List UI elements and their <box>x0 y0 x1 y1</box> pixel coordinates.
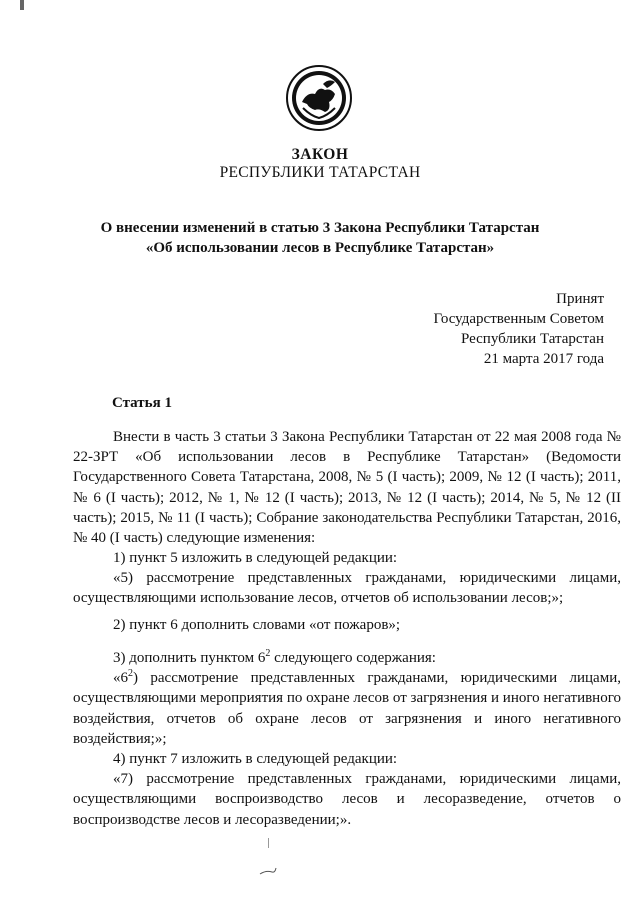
item-2 <box>73 615 621 635</box>
item-3-text-pre: «6 <box>113 670 128 687</box>
coat-of-arms-emblem-icon <box>285 64 353 132</box>
subject-line-2: «Об использовании лесов в Республике Татарстан» <box>145 240 495 256</box>
item-1 <box>73 548 621 609</box>
item-3-heading-pre: 3) дополнить пунктом 6 <box>113 650 266 666</box>
item-3-heading-post: следующего содержания: <box>270 650 436 666</box>
article-intro <box>73 427 621 548</box>
scan-corner-speck <box>20 0 24 10</box>
article-heading: Статья 1 <box>112 395 172 411</box>
adopted-date: 21 марта 2017 года <box>483 351 604 367</box>
scan-mark-icon <box>258 862 278 878</box>
item-1-text: «5) рассмотрение представленных гражданами, юридическими лицами, осуществляющими использование лесов, отчетов об использовании лесов;»; <box>73 570 621 607</box>
item-4-text: «7) рассмотрение представленных гражданами, юридическими лицами, осуществляющими воспроизводство лесов и лесоразведение, отчетов о воспроизводстве лесов и лесоразведении;». <box>73 771 621 828</box>
item-3-text-post: ) рассмотрение представленных гражданами, юридическими лицами, осуществляющими мероприятия по охране лесов от загрязнения и иного негативного воздействия, отчетов об охране лесов от загрязнения и иного негативного воздействия;»; <box>73 670 621 747</box>
item-4 <box>73 749 621 830</box>
item-4-heading: 4) пункт 7 изложить в следующей редакции: <box>113 751 398 767</box>
item-3-text-sup: 2 <box>128 668 133 680</box>
adoption-block <box>434 289 605 369</box>
adopted-line-3: Республики Татарстан <box>460 331 604 347</box>
intro-paragraph: Внести в часть 3 статьи 3 Закона Республики Татарстан от 22 мая 2008 года № 22-ЗРТ «Об использовании лесов в Республике Татарстан» (Ведомости Государственного Совета Татарстана, 2008, № 5 (I часть); 2009, № 12 (I часть); 2011, № 6 (I часть); 2012, № 1, № 12 (I часть); 2013, № 12 (I часть); 2014, № 5, № 12 (II часть); 2015, № 11 (I часть); Собрание законодательства Республики Татарстан, 2016, № 40 (I часть) следующие изменения: <box>73 429 621 547</box>
item-3-heading <box>73 648 621 668</box>
item-2-heading: 2) пункт 6 дополнить словами «от пожаров»; <box>113 617 401 633</box>
subject-line-1: О внесении изменений в статью 3 Закона Республики Татарстан <box>100 220 540 236</box>
scan-speck <box>268 838 269 848</box>
item-3-heading-sup: 2 <box>265 648 271 659</box>
law-label: ЗАКОН <box>291 146 349 163</box>
adopted-line-2: Государственным Советом <box>433 311 604 327</box>
adopted-line-1: Принят <box>556 291 604 307</box>
item-3-text <box>73 668 621 749</box>
item-3 <box>73 648 621 749</box>
republic-label: РЕСПУБЛИКИ ТАТАРСТАН <box>219 164 421 181</box>
item-1-heading: 1) пункт 5 изложить в следующей редакции: <box>113 550 398 566</box>
law-subject <box>0 218 640 258</box>
